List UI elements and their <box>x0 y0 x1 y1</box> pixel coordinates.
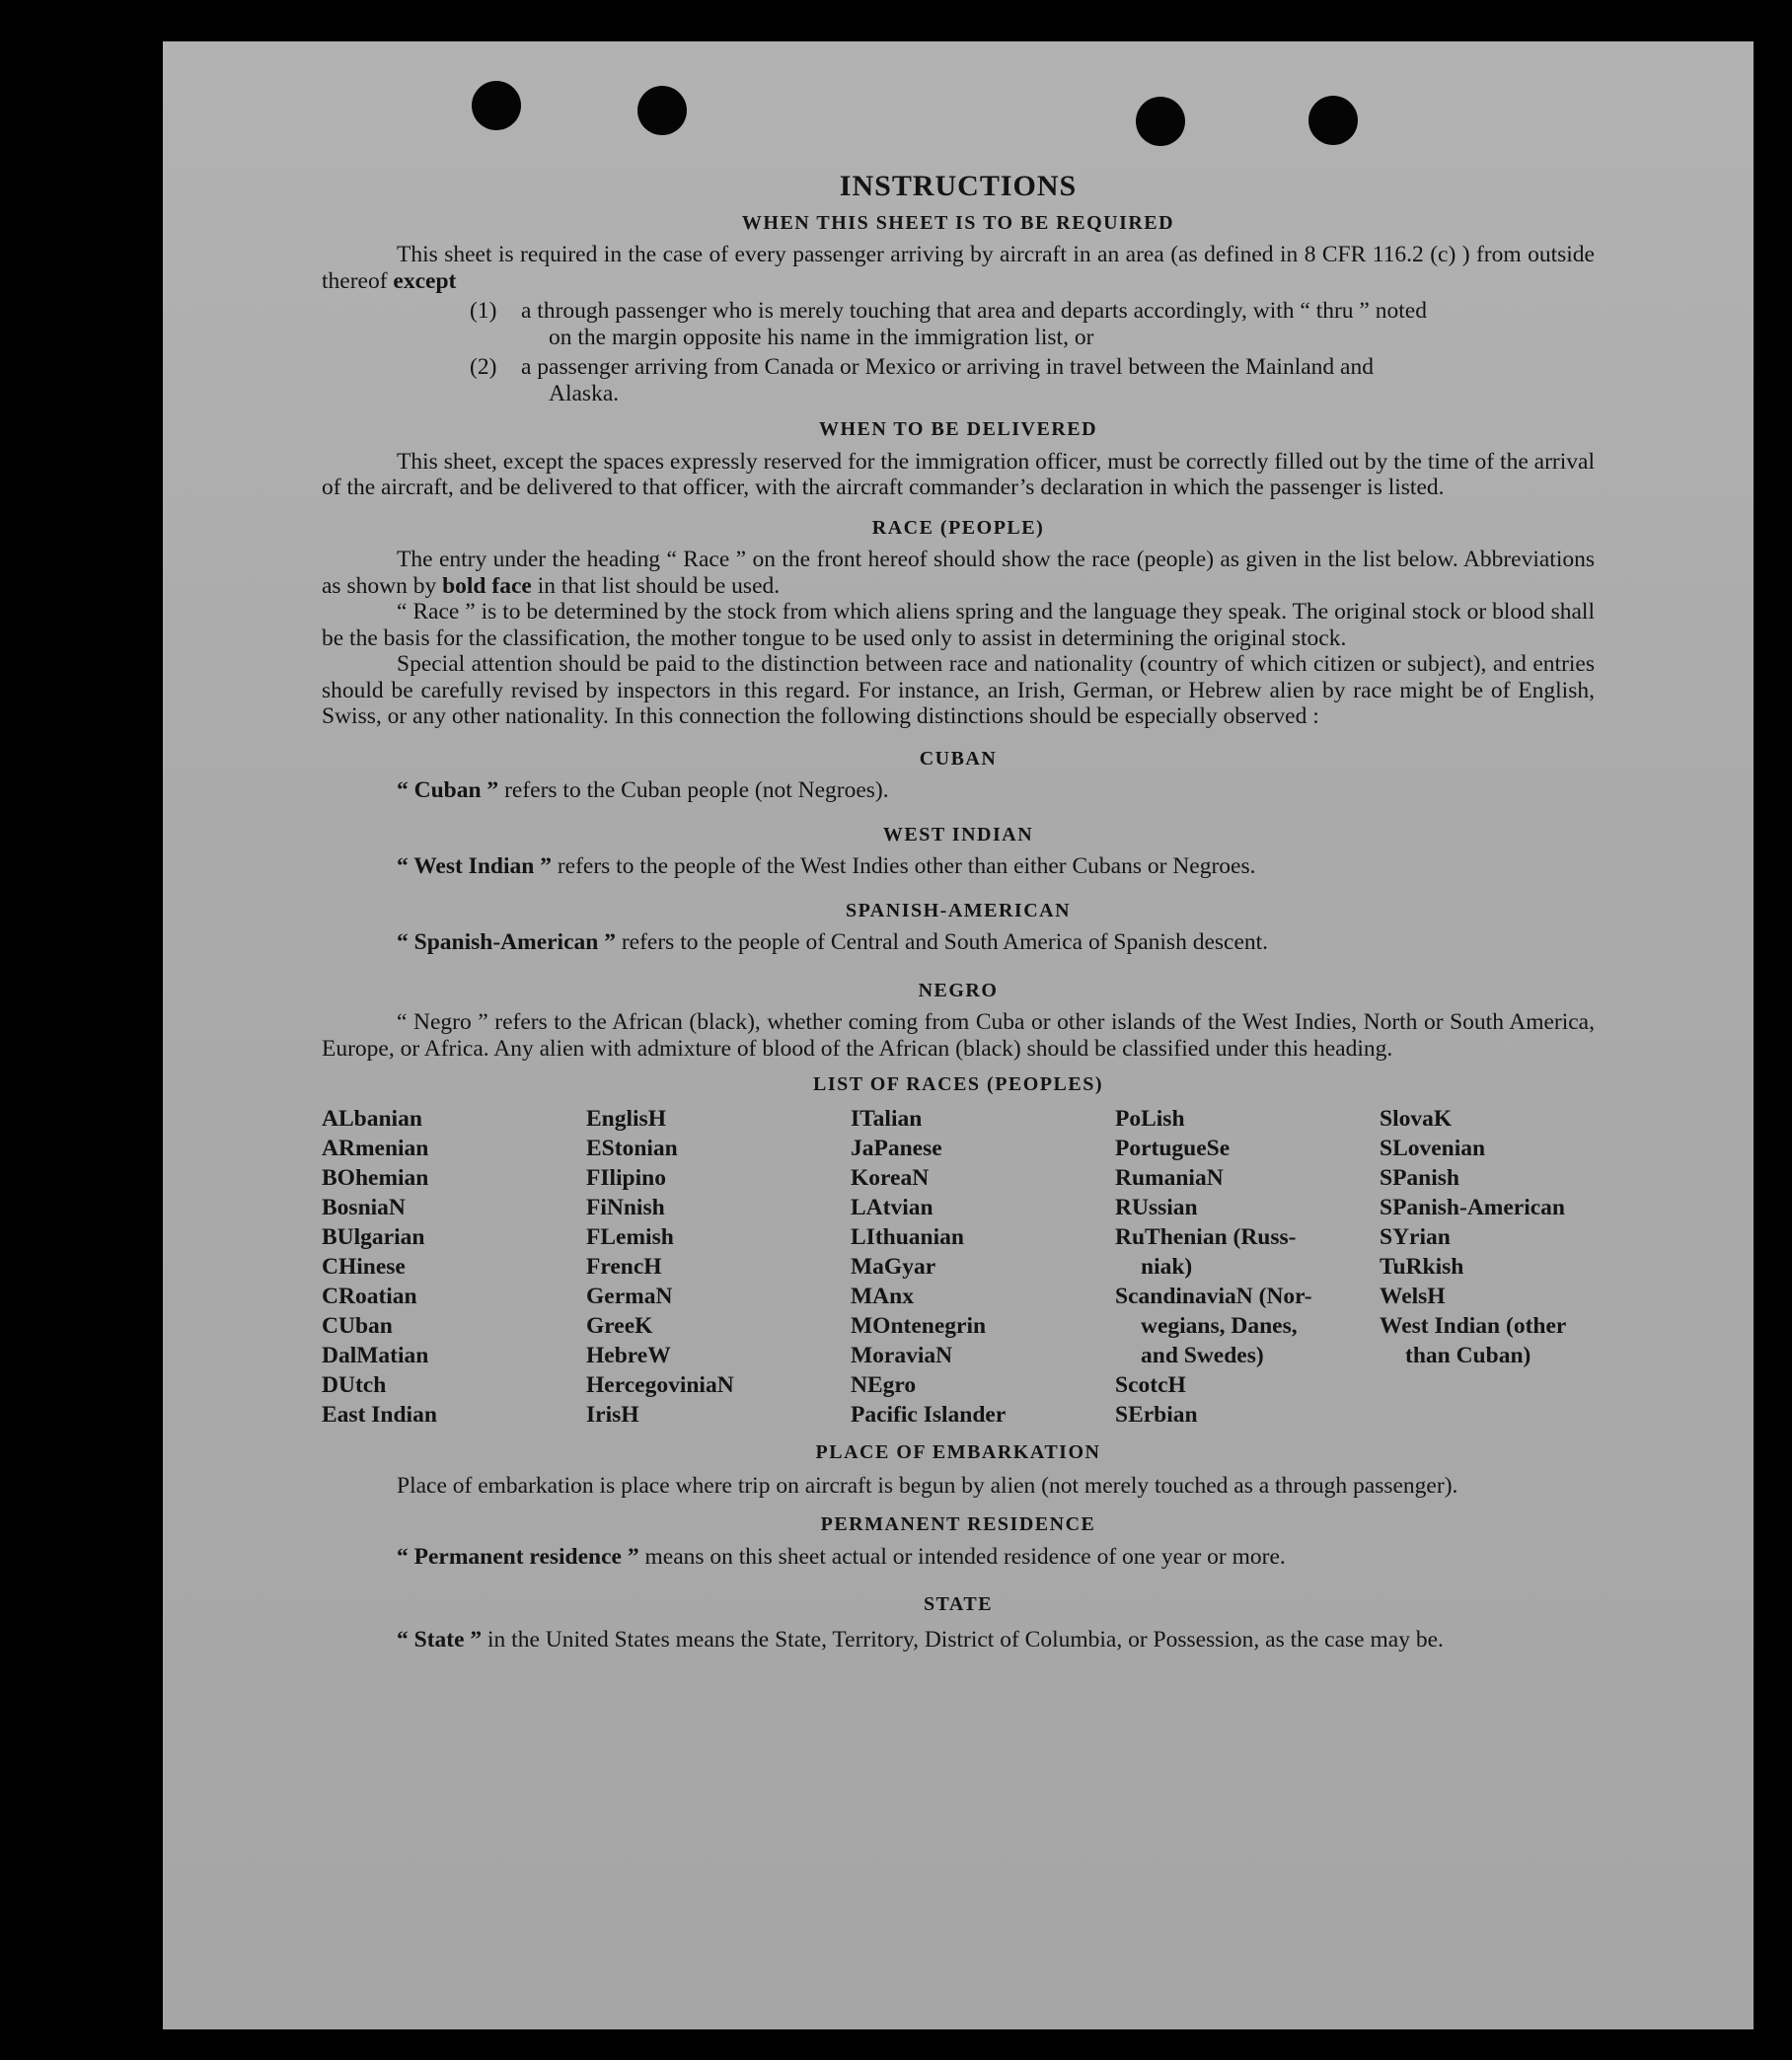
section-heading: PLACE OF EMBARKATION <box>815 1440 1101 1463</box>
list-item: NEgro <box>851 1371 917 1398</box>
list-item: CUban <box>322 1312 393 1339</box>
section-heading: WHEN THIS SHEET IS TO BE REQUIRED <box>741 211 1175 234</box>
section-heading: RACE (PEOPLE) <box>871 516 1045 539</box>
list-item: KoreaN <box>851 1164 930 1191</box>
list-item: ARmenian <box>322 1135 429 1161</box>
section-heading: NEGRO <box>918 979 999 1001</box>
list-item: FLemish <box>586 1223 674 1250</box>
list-item: BUlgarian <box>322 1223 425 1250</box>
paragraph: This sheet, except the spaces expressly reserved for the immigration officer, must be correctly filled out by the time of the arrival of the aircraft, and be delivered to that officer, with the aircraft commander’s declaration in which the passenger is listed. <box>322 448 1595 500</box>
races-column <box>1115 1106 1380 1432</box>
list-item: BOhemian <box>322 1164 429 1191</box>
list-item: and Swedes) <box>1141 1342 1264 1368</box>
list-item: DUtch <box>322 1371 387 1398</box>
paragraph: “ Cuban ” refers to the Cuban people (not Negroes). <box>397 777 889 803</box>
list-item: FIlipino <box>586 1164 666 1191</box>
section-heading: WHEN TO BE DELIVERED <box>818 418 1098 440</box>
list-item: PoLish <box>1115 1105 1185 1132</box>
paragraph: The entry under the heading “ Race ” on the front hereof should show the race (people) as given in the list below. Abbreviations as shown by bold face in that list should be used. <box>322 547 1595 599</box>
list-item: GermaN <box>586 1283 673 1309</box>
punch-hole <box>1136 97 1185 146</box>
races-column <box>851 1106 1115 1432</box>
list-item: ScandinaviaN (Nor- <box>1115 1283 1312 1309</box>
paragraph: “ West Indian ” refers to the people of the West Indies other than either Cubans or Negroes. <box>397 853 1256 879</box>
list-item: (2) a passenger arriving from Canada or Mexico or arriving in travel between the Mainland and Alaska. <box>470 354 1374 406</box>
list-item: Pacific Islander <box>851 1401 1007 1428</box>
paragraph: “ Race ” is to be determined by the stock from which aliens spring and the language they speak. The original stock or blood shall be the basis for the classification, the mother tongue to be used only to assist in determining the original stock. <box>322 599 1595 651</box>
list-item: IrisH <box>586 1401 639 1428</box>
paragraph: This sheet is required in the case of every passenger arriving by aircraft in an area (as defined in 8 CFR 116.2 (c) ) from outside thereof except <box>322 242 1595 294</box>
races-column <box>322 1106 586 1432</box>
list-item: FiNnish <box>586 1194 665 1220</box>
list-item: SErbian <box>1115 1401 1198 1428</box>
page-title: INSTRUCTIONS <box>839 170 1078 202</box>
list-item: CRoatian <box>322 1283 417 1309</box>
instructions-content <box>322 170 1595 1655</box>
section-heading: STATE <box>923 1593 994 1615</box>
list-item: SYrian <box>1380 1223 1451 1250</box>
list-item: SPanish-American <box>1380 1194 1565 1220</box>
list-item: East Indian <box>322 1401 437 1428</box>
list-item: ITalian <box>851 1105 923 1132</box>
section-heading: LIST OF RACES (PEOPLES) <box>812 1073 1103 1095</box>
list-item: RUssian <box>1115 1194 1198 1220</box>
list-item: RuThenian (Russ- <box>1115 1223 1297 1250</box>
races-column <box>1380 1106 1626 1432</box>
list-item: West Indian (other <box>1380 1312 1567 1339</box>
list-item: JaPanese <box>851 1135 942 1161</box>
list-item: HebreW <box>586 1342 671 1368</box>
paragraph: “ Negro ” refers to the African (black), whether coming from Cuba or other islands of the West Indies, North or South America, Europe, or Africa. Any alien with admixture of blood of the African (black) should be classified under this heading. <box>322 1009 1595 1062</box>
list-item: MoraviaN <box>851 1342 953 1368</box>
list-item: SlovaK <box>1380 1105 1453 1132</box>
list-item: HercegoviniaN <box>586 1371 734 1398</box>
list-item: niak) <box>1141 1253 1193 1280</box>
section-heading: CUBAN <box>919 747 998 770</box>
list-item: ALbanian <box>322 1105 422 1132</box>
paragraph: Special attention should be paid to the distinction between race and nationality (country of which citizen or subject), and entries should be carefully revised by inspectors in this regard. For instance, an Irish, German, or Hebrew alien by race might be of English, Swiss, or any other nationality. In this connection the following distinctions should be especially observed : <box>322 651 1595 729</box>
list-item: EStonian <box>586 1135 678 1161</box>
list-item: GreeK <box>586 1312 653 1339</box>
punch-hole <box>472 81 521 130</box>
list-item: MOntenegrin <box>851 1312 987 1339</box>
list-item: PortugueSe <box>1115 1135 1231 1161</box>
list-item: ScotcH <box>1115 1371 1186 1398</box>
section-heading: PERMANENT RESIDENCE <box>820 1513 1096 1535</box>
punch-hole <box>637 86 687 135</box>
list-item: FrencH <box>586 1253 662 1280</box>
list-item: MAnx <box>851 1283 914 1309</box>
list-item: MaGyar <box>851 1253 936 1280</box>
list-item: (1) a through passenger who is merely touching that area and departs accordingly, with “ thru ” noted on the margin opposite his name in the immigration list, or <box>470 298 1427 350</box>
list-item: RumaniaN <box>1115 1164 1224 1191</box>
list-item: LIthuanian <box>851 1223 964 1250</box>
list-item: SPanish <box>1380 1164 1459 1191</box>
list-item: LAtvian <box>851 1194 933 1220</box>
section-heading: WEST INDIAN <box>882 823 1034 846</box>
list-item: TuRkish <box>1380 1253 1464 1280</box>
list-item: WelsH <box>1380 1283 1446 1309</box>
races-column <box>586 1106 851 1432</box>
list-item: BosniaN <box>322 1194 406 1220</box>
paragraph: “ Spanish-American ” refers to the people of Central and South America of Spanish descent. <box>397 929 1269 955</box>
paragraph: “ State ” in the United States means the State, Territory, District of Columbia, or Possession, as the case may be. <box>397 1626 1444 1653</box>
paragraph: Place of embarkation is place where trip on aircraft is begun by alien (not merely touched as a through passenger). <box>397 1473 1458 1499</box>
list-item: wegians, Danes, <box>1141 1312 1298 1339</box>
races-list <box>322 1106 1595 1432</box>
list-item: SLovenian <box>1380 1135 1486 1161</box>
list-item: than Cuban) <box>1405 1342 1531 1368</box>
list-item: DalMatian <box>322 1342 429 1368</box>
punch-hole <box>1308 96 1358 145</box>
list-item: EnglisH <box>586 1105 666 1132</box>
section-heading: SPANISH-AMERICAN <box>845 899 1072 921</box>
list-item: CHinese <box>322 1253 406 1280</box>
paragraph: “ Permanent residence ” means on this sheet actual or intended residence of one year or more. <box>397 1543 1286 1570</box>
